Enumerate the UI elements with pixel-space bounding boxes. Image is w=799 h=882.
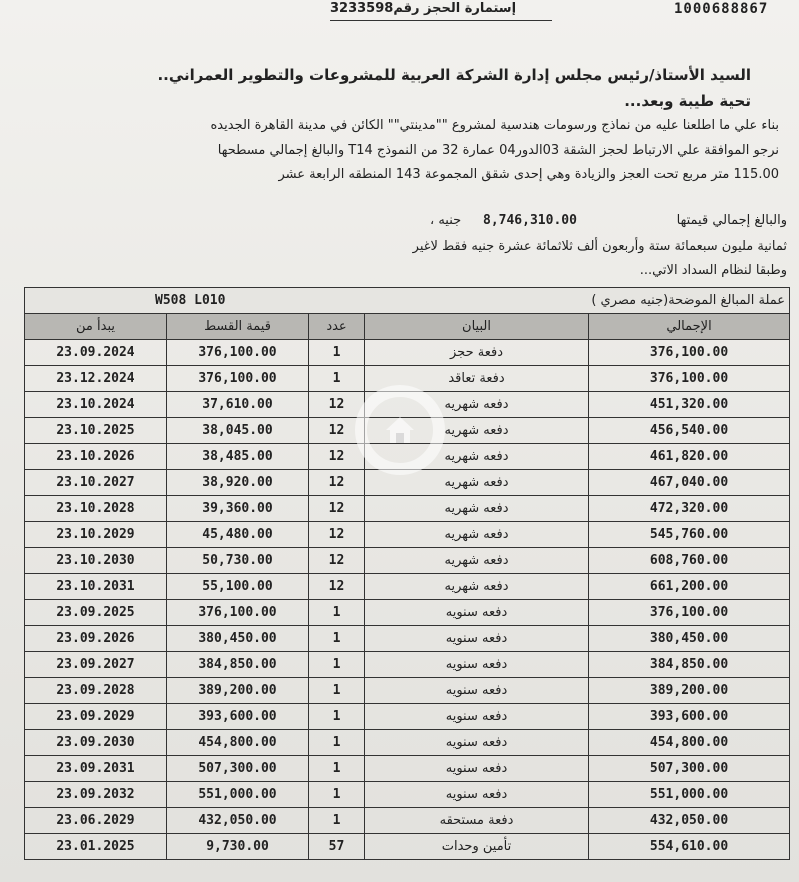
cell-total: 472,320.00: [589, 496, 790, 522]
cell-installment: 55,100.00: [167, 574, 309, 600]
payment-system-intro: وطبقا لنظام السداد الاتي...: [639, 263, 787, 278]
title-underline: [330, 20, 552, 21]
cell-count: 12: [309, 548, 365, 574]
cell-total: 432,050.00: [589, 808, 790, 834]
cell-total: 451,320.00: [589, 392, 790, 418]
cell-installment: 45,480.00: [167, 522, 309, 548]
cell-count: 1: [309, 756, 365, 782]
cell-installment: 507,300.00: [167, 756, 309, 782]
table-row: [25, 756, 790, 782]
cell-total: 380,450.00: [589, 626, 790, 652]
cell-count: 1: [309, 782, 365, 808]
cell-total: 507,300.00: [589, 756, 790, 782]
cell-description: دفعة تعاقد: [365, 366, 589, 392]
table-row: [25, 522, 790, 548]
payment-schedule-table: [24, 287, 790, 860]
cell-start-date: 23.09.2032: [25, 782, 167, 808]
cell-description: دفعه شهريه: [365, 574, 589, 600]
cell-total: 393,600.00: [589, 704, 790, 730]
cell-installment: 38,920.00: [167, 470, 309, 496]
cell-total: 545,760.00: [589, 522, 790, 548]
cell-installment: 380,450.00: [167, 626, 309, 652]
cell-description: دفعه شهريه: [365, 470, 589, 496]
total-in-words: ثمانية مليون سبعمائة ستة وأربعون ألف ثلاثمائة عشرة جنيه فقط لاغير: [412, 239, 787, 254]
letter-greeting: تحية طيبة وبعد...: [624, 92, 751, 110]
cell-installment: 376,100.00: [167, 366, 309, 392]
cell-installment: 37,610.00: [167, 392, 309, 418]
cell-description: دفعه سنويه: [365, 704, 589, 730]
cell-start-date: 23.09.2026: [25, 626, 167, 652]
cell-installment: 376,100.00: [167, 600, 309, 626]
cell-count: 1: [309, 730, 365, 756]
table-row: [25, 548, 790, 574]
table-row: [25, 470, 790, 496]
cell-total: 376,100.00: [589, 600, 790, 626]
cell-installment: 432,050.00: [167, 808, 309, 834]
cell-count: 57: [309, 834, 365, 860]
cell-total: 554,610.00: [589, 834, 790, 860]
table-row: [25, 808, 790, 834]
cell-start-date: 23.09.2031: [25, 756, 167, 782]
cell-total: 456,540.00: [589, 418, 790, 444]
letter-body-line2: نرجو الموافقة علي الارتباط لحجز الشقة 03الدور04 عمارة 32 من النموذج T14 والبالغ إجمالي مسطحها: [217, 143, 779, 158]
form-title: إستمارة الحجز رقم3233598: [330, 1, 517, 16]
currency-row: [25, 288, 790, 314]
total-currency: جنيه ،: [430, 213, 462, 228]
cell-description: دفعه شهريه: [365, 522, 589, 548]
table-row: [25, 600, 790, 626]
cell-total: 551,000.00: [589, 782, 790, 808]
cell-start-date: 23.01.2025: [25, 834, 167, 860]
cell-total: 376,100.00: [589, 366, 790, 392]
cell-installment: 393,600.00: [167, 704, 309, 730]
cell-description: دفعه سنويه: [365, 626, 589, 652]
cell-description: دفعه سنويه: [365, 652, 589, 678]
cell-installment: 384,850.00: [167, 652, 309, 678]
cell-installment: 9,730.00: [167, 834, 309, 860]
cell-count: 12: [309, 496, 365, 522]
cell-count: 1: [309, 366, 365, 392]
header-total: الإجمالي: [589, 314, 790, 340]
header-description: البيان: [365, 314, 589, 340]
cell-count: 12: [309, 392, 365, 418]
cell-installment: 389,200.00: [167, 678, 309, 704]
currency-codes: W508 L010: [155, 293, 226, 308]
cell-count: 12: [309, 470, 365, 496]
cell-description: دفعه سنويه: [365, 600, 589, 626]
cell-total: 467,040.00: [589, 470, 790, 496]
table-row: [25, 652, 790, 678]
cell-count: 1: [309, 340, 365, 366]
letter-addressee: السيد الأستاذ/رئيس مجلس إدارة الشركة العربية للمشروعات والتطوير العمراني..: [157, 66, 751, 84]
table-row: [25, 704, 790, 730]
cell-total: 661,200.00: [589, 574, 790, 600]
table-row: [25, 340, 790, 366]
table-row: [25, 678, 790, 704]
cell-description: تأمين وحدات: [365, 834, 589, 860]
cell-total: 389,200.00: [589, 678, 790, 704]
cell-description: دفعه سنويه: [365, 730, 589, 756]
reference-number: 1000688867: [674, 1, 769, 17]
cell-installment: 454,800.00: [167, 730, 309, 756]
total-amount: 8,746,310.00: [483, 213, 577, 228]
cell-count: 1: [309, 704, 365, 730]
cell-count: 1: [309, 652, 365, 678]
cell-start-date: 23.10.2024: [25, 392, 167, 418]
cell-start-date: 23.09.2027: [25, 652, 167, 678]
table-row: [25, 574, 790, 600]
cell-start-date: 23.12.2024: [25, 366, 167, 392]
cell-count: 12: [309, 444, 365, 470]
cell-description: دفعه شهريه: [365, 392, 589, 418]
letter-body-line1: بناء علي ما اطلعنا عليه من نماذج ورسومات هندسية لمشروع ""مدينتي"" الكائن في مدينة القاهرة الجديده: [210, 118, 779, 133]
cell-description: دفعه شهريه: [365, 496, 589, 522]
cell-start-date: 23.10.2030: [25, 548, 167, 574]
cell-start-date: 23.10.2031: [25, 574, 167, 600]
cell-start-date: 23.10.2026: [25, 444, 167, 470]
cell-start-date: 23.09.2025: [25, 600, 167, 626]
table-row: [25, 366, 790, 392]
cell-description: دفعه شهريه: [365, 444, 589, 470]
cell-description: دفعة حجز: [365, 340, 589, 366]
cell-count: 1: [309, 808, 365, 834]
cell-installment: 376,100.00: [167, 340, 309, 366]
header-installment: قيمة القسط: [167, 314, 309, 340]
header-start-date: يبدأ من: [25, 314, 167, 340]
header-count: عدد: [309, 314, 365, 340]
cell-description: دفعه سنويه: [365, 782, 589, 808]
table-row: [25, 834, 790, 860]
cell-total: 461,820.00: [589, 444, 790, 470]
cell-start-date: 23.09.2028: [25, 678, 167, 704]
home-logo-icon: [382, 412, 418, 448]
cell-count: 12: [309, 522, 365, 548]
cell-total: 608,760.00: [589, 548, 790, 574]
cell-start-date: 23.10.2027: [25, 470, 167, 496]
cell-total: 384,850.00: [589, 652, 790, 678]
cell-count: 12: [309, 574, 365, 600]
cell-description: دفعه شهريه: [365, 418, 589, 444]
currency-label: عملة المبالغ الموضحة(جنيه مصري ): [591, 293, 786, 308]
total-label: والبالغ إجمالي قيمتها: [676, 213, 787, 228]
cell-start-date: 23.09.2024: [25, 340, 167, 366]
cell-start-date: 23.10.2029: [25, 522, 167, 548]
table-row: [25, 496, 790, 522]
cell-description: دفعه سنويه: [365, 678, 589, 704]
cell-installment: 50,730.00: [167, 548, 309, 574]
cell-count: 1: [309, 626, 365, 652]
cell-start-date: 23.06.2029: [25, 808, 167, 834]
cell-count: 12: [309, 418, 365, 444]
cell-count: 1: [309, 678, 365, 704]
cell-start-date: 23.09.2030: [25, 730, 167, 756]
cell-count: 1: [309, 600, 365, 626]
cell-start-date: 23.09.2029: [25, 704, 167, 730]
cell-description: دفعه سنويه: [365, 756, 589, 782]
cell-total: 376,100.00: [589, 340, 790, 366]
cell-start-date: 23.10.2028: [25, 496, 167, 522]
table-header-row: [25, 314, 790, 340]
cell-installment: 39,360.00: [167, 496, 309, 522]
cell-description: دفعة مستحقه: [365, 808, 589, 834]
cell-description: دفعه شهريه: [365, 548, 589, 574]
letter-body-line3: 115.00 متر مربع تحت العجز والزيادة وهي إحدى شقق المجموعة 143 المنطقه الرابعة عشر: [278, 167, 779, 182]
cell-start-date: 23.10.2025: [25, 418, 167, 444]
cell-total: 454,800.00: [589, 730, 790, 756]
table-row: [25, 782, 790, 808]
table-row: [25, 626, 790, 652]
cell-installment: 551,000.00: [167, 782, 309, 808]
cell-installment: 38,045.00: [167, 418, 309, 444]
cell-installment: 38,485.00: [167, 444, 309, 470]
document-header: [0, 0, 799, 20]
table-row: [25, 730, 790, 756]
